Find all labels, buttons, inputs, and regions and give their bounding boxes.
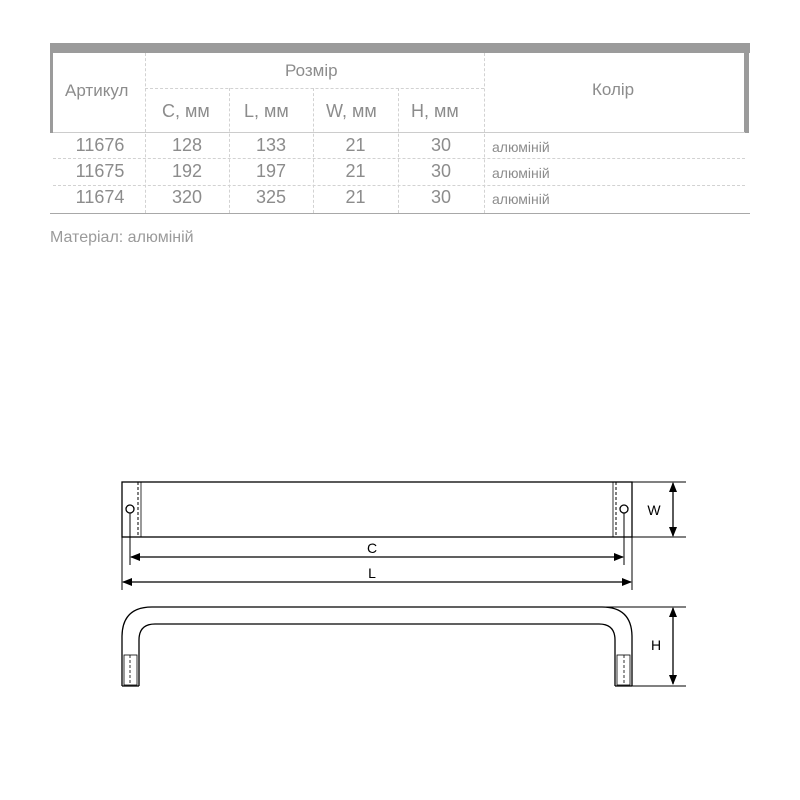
handle-top-view bbox=[122, 482, 686, 590]
table-cell-h: 30 bbox=[430, 187, 452, 207]
table-cell-l: 325 bbox=[255, 187, 287, 207]
handle-side-view bbox=[122, 607, 686, 686]
table-cell-l: 197 bbox=[255, 161, 287, 181]
table-cell-c: 128 bbox=[171, 135, 203, 155]
table-cell-color: алюміній bbox=[492, 165, 550, 181]
table-cell-l: 133 bbox=[255, 135, 287, 155]
header-l-mm: L, мм bbox=[244, 101, 289, 121]
header-article: Артикул bbox=[65, 81, 129, 100]
header-c-mm: C, мм bbox=[162, 101, 210, 121]
table-cell-color: алюміній bbox=[492, 191, 550, 207]
table-cell-w: 21 bbox=[345, 187, 366, 207]
table-cell-h: 30 bbox=[430, 135, 452, 155]
table-cell-article: 11674 bbox=[75, 187, 125, 207]
table-cell-h: 30 bbox=[430, 161, 452, 181]
dimension-h-label: H bbox=[650, 637, 662, 653]
table-cell-c: 320 bbox=[171, 187, 203, 207]
table-cell-c: 192 bbox=[171, 161, 203, 181]
header-w-mm: W, мм bbox=[326, 101, 377, 121]
table-cell-color: алюміній bbox=[492, 139, 550, 155]
header-color: Колір bbox=[592, 80, 635, 99]
header-h-mm: H, мм bbox=[411, 101, 459, 121]
table-cell-article: 11676 bbox=[75, 135, 125, 155]
material-note: Матеріал: алюміній bbox=[50, 229, 194, 246]
table-cell-w: 21 bbox=[345, 161, 366, 181]
dimension-l-label: L bbox=[368, 565, 376, 581]
dimension-c-label: C bbox=[366, 540, 378, 556]
dimension-w-label: W bbox=[647, 502, 661, 518]
header-size: Розмір bbox=[285, 61, 338, 80]
table-cell-w: 21 bbox=[345, 135, 366, 155]
table-cell-article: 11675 bbox=[75, 161, 125, 181]
